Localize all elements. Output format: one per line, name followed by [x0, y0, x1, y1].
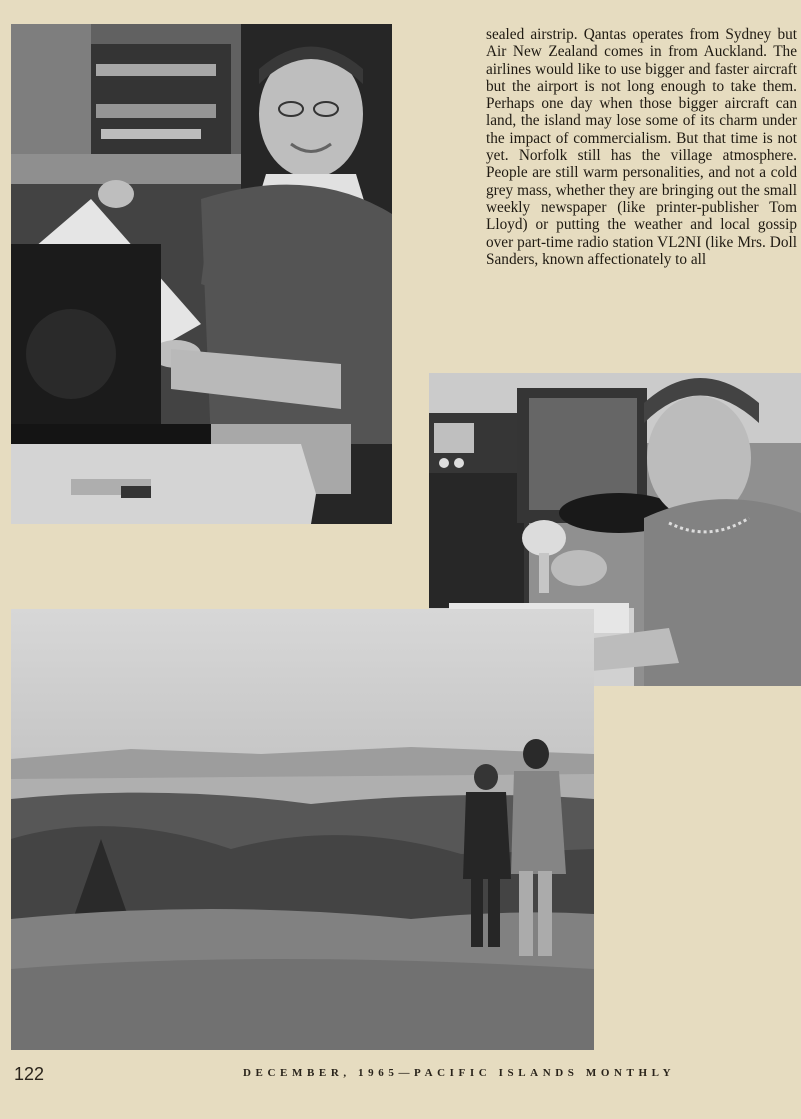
- printer-photo: [11, 24, 392, 524]
- page-number: 122: [14, 1064, 45, 1084]
- running-footer-title: DECEMBER, 1965—PACIFIC ISLANDS MONTHLY: [243, 1067, 676, 1079]
- landscape-photo: [11, 609, 594, 1050]
- article-paragraph: sealed airstrip. Qantas operates from Sydney but Air New Zealand comes in from Auckland. The airlines would like to use bigger and faster aircraft but the airport is not long enough to take them. Perhaps one day when those bigger aircraft can land, the island may lose some of its charm under the impact of commercialism. But that time is not yet. Norfolk still has the village atmosphere. People are still warm personalities, and not a cold grey mass, whether they are bringing out the small weekly newspaper (like printer-publisher Tom Lloyd) or putting the weather and local gossip over part-time radio station VL2NI (like Mrs. Doll Sanders, known affectionately to all: [486, 26, 797, 268]
- article-text-column: [486, 26, 797, 268]
- page-footer: [0, 1060, 801, 1090]
